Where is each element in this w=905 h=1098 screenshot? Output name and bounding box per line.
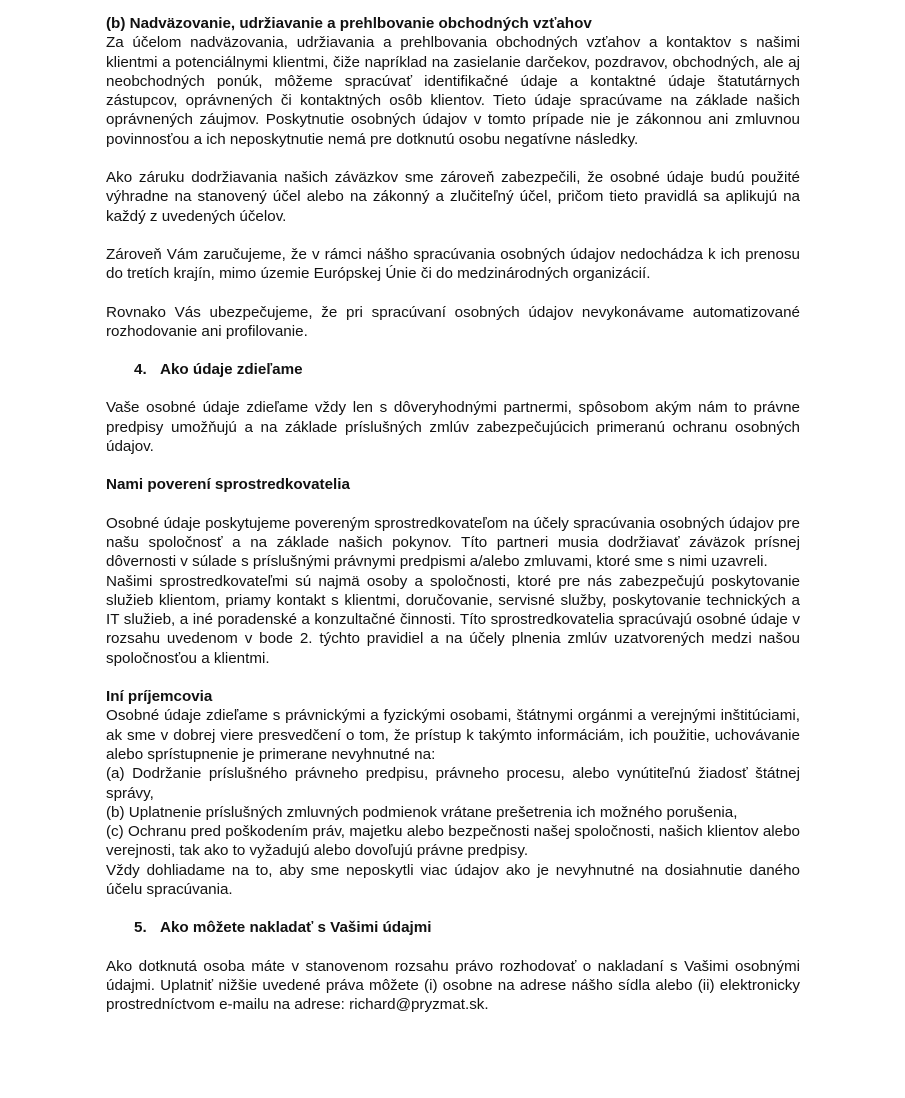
other-recipients-heading: Iní príjemcovia	[106, 688, 213, 706]
other-recipients-item-b: (b) Uplatnenie príslušných zmluvných podmienok vrátane prešetrenia ich možného porušenia,	[106, 803, 738, 821]
section-5-paragraph-end: .	[484, 996, 489, 1014]
other-recipients-outro: Vždy dohliadame na to, aby sme neposkytli viac údajov ako je nevyhnutné na dosiahnutie daného účelu spracúvania.	[106, 861, 800, 898]
section-4-heading	[106, 360, 800, 379]
other-recipients-item-a: (a) Dodržanie príslušného právneho predpisu, právneho procesu, alebo vynútiteľnú žiadosť štátnej správy,	[106, 765, 800, 802]
section-b-paragraph-1: Za účelom nadväzovania, udržiavania a prehlbovania obchodných vzťahov a kontaktov s našimi klientmi a potenciálnymi klientmi, čiže napríklad na zasielanie darčekov, pozdravov, obchodných, ale aj neobchodných ponúk, môžeme spracúvať identifikačné údaje a kontaktné údaje štatutárnych zástupcov, oprávnených či kontaktných osôb klientov. Tieto údaje spracúvame na základe našich oprávnených záujmov. Poskytnutie osobných údajov v tomto prípade nie je zákonnou ani zmluvnou povinnosťou a ich neposkytnutie nemá pre dotknutú osobu negatívne následky.	[106, 34, 800, 148]
section-5-heading	[106, 918, 800, 937]
section-b-heading: (b) Nadväzovanie, udržiavanie a prehlbovanie obchodných vzťahov	[106, 15, 592, 32]
document-page	[106, 14, 800, 1014]
section-5-paragraph	[106, 957, 800, 1015]
section-5-number: 5.	[134, 919, 147, 937]
section-b-paragraph-2: Ako záruku dodržiavania našich záväzkov sme zároveň zabezpečili, že osobné údaje budú použité výhradne na stanovený účel alebo na zákonný a zlučiteľný účel, pričom tieto pravidlá sa aplikujú na každý z uvedených účelov.	[106, 169, 800, 225]
section-5-paragraph-text: Ako dotknutá osoba máte v stanovenom rozsahu právo rozhodovať o nakladaní s Vašimi osobnými údajmi. Uplatniť nižšie uvedené práva môžete (i) osobne na adrese nášho sídla alebo (ii) elektronicky prostredníctvom e-mailu na adrese:	[106, 957, 800, 1014]
contact-email-link[interactable]: richard@pryzmat.sk	[349, 996, 485, 1014]
other-recipients-item-c: (c) Ochranu pred poškodením práv, majetku alebo bezpečnosti našej spoločnosti, našich klientov alebo verejnosti, tak ako to vyžadujú alebo dovoľujú právne predpisy.	[106, 823, 800, 860]
section-4-title: Ako údaje zdieľame	[160, 361, 303, 379]
processors-paragraph-1: Osobné údaje poskytujeme povereným sprostredkovateľom na účely spracúvania osobných údajov pre našu spoločnosť a na základe našich pokynov. Títo partneri musia dodržiavať záväzok prísnej dôvernosti v súlade s príslušnými právnymi predpismi a/alebo zmluvami, ktoré sme s nimi uzavreli.	[106, 514, 800, 571]
section-b-paragraph-4: Rovnako Vás ubezpečujeme, že pri spracúvaní osobných údajov nevykonávame automatizované rozhodovanie ani profilovanie.	[106, 303, 800, 340]
section-5-title: Ako môžete nakladať s Vašimi údajmi	[160, 919, 432, 937]
processors-paragraph-2: Našimi sprostredkovateľmi sú najmä osoby a spoločnosti, ktoré pre nás zabezpečujú poskytovanie služieb klientom, priamy kontakt s klientmi, doručovanie, servisné služby, poskytovanie technických a IT služieb, a iné poradenské a konzultačné činnosti. Títo sprostredkovatelia spracúvajú osobné údaje v rozsahu uvedenom v bode 2. týchto pravidiel a na účely plnenia zmlúv uzatvorených medzi našou spoločnosťou a klientmi.	[106, 572, 800, 667]
section-4-number: 4.	[134, 361, 147, 379]
section-4-intro: Vaše osobné údaje zdieľame vždy len s dôveryhodnými partnermi, spôsobom akým nám to právne predpisy umožňujú a na základe príslušných zmlúv zabezpečujúcich primeranú ochranu osobných údajov.	[106, 399, 800, 456]
processors-heading: Nami poverení sprostredkovatelia	[106, 476, 350, 494]
section-b-paragraph-3: Zároveň Vám zaručujeme, že v rámci nášho spracúvania osobných údajov nedochádza k ich prenosu do tretích krajín, mimo územie Európskej Únie či do medzinárodných organizácií.	[106, 245, 800, 283]
other-recipients-intro: Osobné údaje zdieľame s právnickými a fyzickými osobami, štátnymi orgánmi a verejnými inštitúciami, ak sme v dobrej viere presvedčení o tom, že prístup k takýmto informáciám, ich použitie, uchovávanie alebo sprístupnenie je primerane nevyhnutné na:	[106, 707, 800, 763]
